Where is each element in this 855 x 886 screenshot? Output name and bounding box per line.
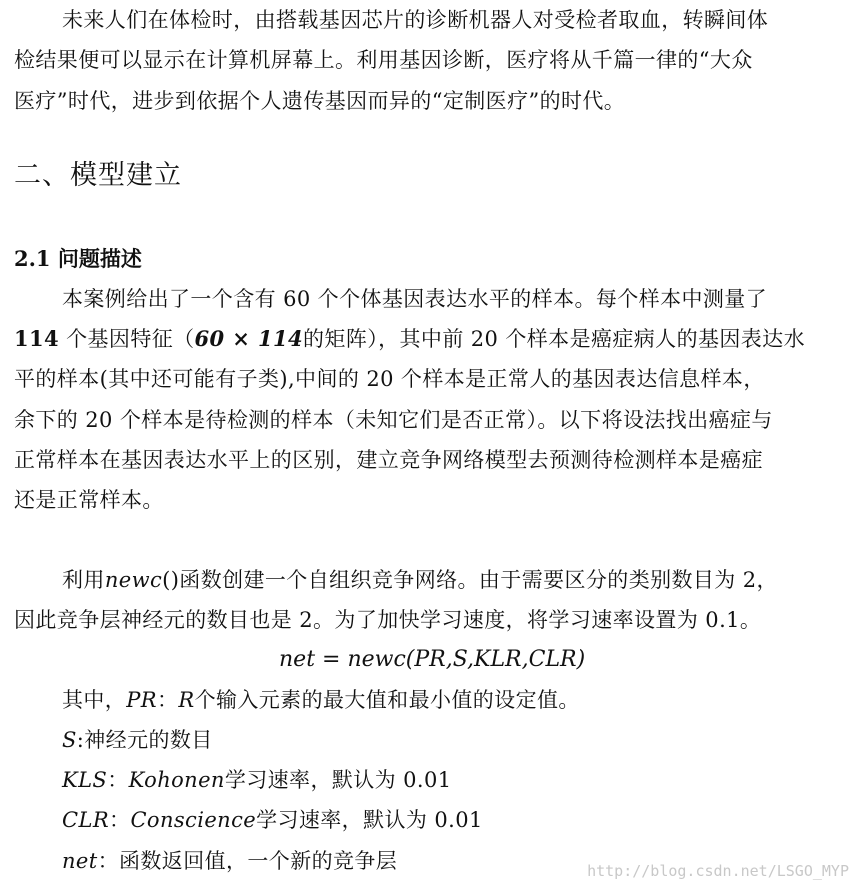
- problem-line-2-a: 个基因特征（: [59, 327, 195, 351]
- param-net-desc: ：函数返回值，一个新的竞争层: [97, 849, 398, 873]
- problem-line-5: 正常样本在基因表达水平上的区别，建立竞争网络模型去预测待检测样本是癌症: [14, 448, 763, 472]
- problem-line-4: 余下的 20 个样本是待检测的样本（未知它们是否正常）。以下将设法找出癌症与: [14, 408, 773, 432]
- subsection-heading: 2.1 问题描述: [14, 246, 142, 271]
- param-kls-colon: ：: [107, 768, 129, 792]
- method-line-2: 因此竞争层神经元的数目也是 2。为了加快学习速度，将学习速率设置为 0.1。: [14, 608, 762, 632]
- problem-line-3: 平的样本(其中还可能有子类),中间的 20 个样本是正常人的基因表达信息样本，: [14, 367, 765, 391]
- method-line-1-b: 函数创建一个自组织竞争网络。由于需要区分的类别数目为 2，: [179, 568, 778, 592]
- method-line-1: [62, 564, 778, 596]
- method-line-1-a: 利用: [62, 568, 105, 592]
- conscience-term: Conscience: [130, 808, 257, 832]
- param-s-desc: :神经元的数目: [76, 728, 213, 752]
- param-kls-name: KLS: [62, 768, 108, 792]
- intro-line-2: 检结果便可以显示在计算机屏幕上。利用基因诊断，医疗将从千篇一律的“大众: [14, 48, 753, 72]
- intro-line-1: 未来人们在体检时，由搭载基因芯片的诊断机器人对受检者取血，转瞬间体: [62, 8, 769, 32]
- param-r-name: R: [178, 688, 195, 712]
- param-s-name: S: [62, 728, 77, 752]
- param-kls-desc: 学习速率，默认为 0.01: [224, 768, 452, 792]
- problem-line-1: 本案例给出了一个含有 60 个个体基因表达水平的样本。每个样本中测量了: [62, 287, 768, 311]
- param-clr-desc: 学习速率，默认为 0.01: [256, 808, 483, 832]
- param-pr-desc: 个输入元素的最大值和最小值的设定值。: [194, 688, 580, 712]
- section-heading: 二、模型建立: [14, 160, 182, 191]
- param-pr-colon: ：: [156, 688, 179, 712]
- intro-line-3: 医疗”时代，进步到依据个人遗传基因而异的“定制医疗”的时代。: [14, 89, 626, 113]
- param-net-name: net: [62, 849, 98, 873]
- watermark: http://blog.csdn.net/LSGO_MYP: [587, 862, 849, 880]
- param-pr-a: 其中，: [62, 688, 127, 712]
- param-clr-colon: ：: [109, 808, 131, 832]
- kohonen-term: Kohonen: [128, 768, 225, 792]
- problem-line-2: [14, 323, 805, 355]
- param-net: [62, 845, 397, 877]
- param-pr-name: PR: [126, 688, 157, 712]
- param-clr: [62, 804, 483, 836]
- problem-line-6: 还是正常样本。: [14, 488, 164, 512]
- param-pr: [62, 684, 580, 716]
- param-s: [62, 724, 213, 756]
- problem-count: 114: [14, 326, 60, 351]
- problem-line-2-b: 的矩阵），其中前 20 个样本是癌症病人的基因表达水: [303, 327, 805, 351]
- param-clr-name: CLR: [62, 808, 110, 832]
- newc-function: newc: [104, 568, 163, 592]
- newc-formula: net = newc(PR,S,KLR,CLR): [279, 647, 586, 672]
- method-paren: (): [162, 568, 180, 592]
- matrix-size: 60 × 114: [194, 326, 304, 351]
- param-kls: [62, 764, 452, 796]
